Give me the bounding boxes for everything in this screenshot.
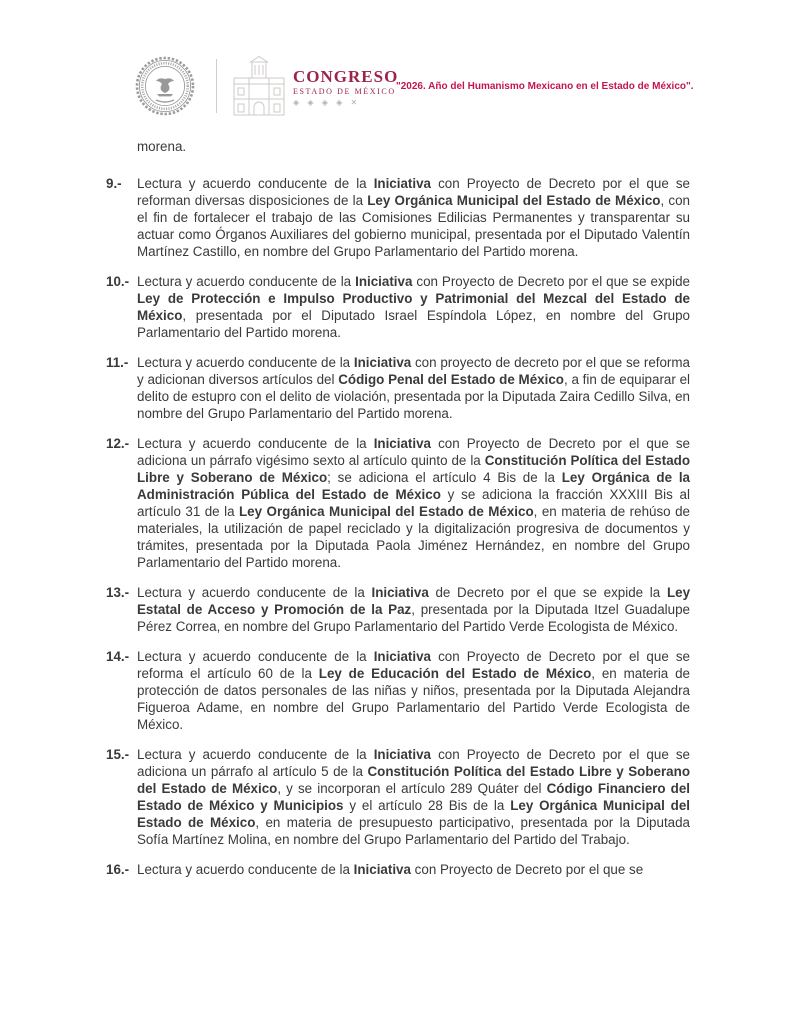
item-text: Lectura y acuerdo conducente de la Iniciativa con Proyecto de Decreto por el que se reforma el artículo 60 de la Ley de Educación del Estado de México, en materia de protección de datos personales de las niñas y niños, presentada por la Diputada Alejandra Figueroa Adame, en nombre del Grupo Parlamentario del Partido Verde Ecologista de México. — [137, 649, 690, 732]
item-number: 11.- — [106, 355, 129, 370]
agenda-items — [106, 175, 690, 878]
item-text: Lectura y acuerdo conducente de la Iniciativa con Proyecto de Decreto por el que se reforman diversas disposiciones de la Ley Orgánica Municipal del Estado de México, con el fin de fortalecer el trabajo de las Comisiones Edilicias Permanentes y transparentar su actuar como Órganos Auxiliares del gobierno municipal, presentada por el Diputado Valentín Martínez Castillo, en nombre del Grupo Parlamentario del Partido morena. — [137, 176, 690, 259]
item-text: Lectura y acuerdo conducente de la Iniciativa con Proyecto de Decreto por el que se expide Ley de Protección e Impulso Productivo y Patrimonial del Mezcal del Estado de México, presentada por el Diputado Israel Espíndola López, en nombre del Grupo Parlamentario del Partido morena. — [137, 274, 690, 340]
item-number: 10.- — [106, 274, 130, 289]
agenda-item — [106, 175, 690, 260]
item-text: Lectura y acuerdo conducente de la Iniciativa con Proyecto de Decreto por el que se — [137, 862, 644, 877]
item-number: 16.- — [106, 862, 130, 877]
brand-name: CONGRESO — [293, 66, 399, 86]
item-text: Lectura y acuerdo conducente de la Iniciativa con Proyecto de Decreto por el que se adiciona un párrafo al artículo 5 de la Constitución Política del Estado Libre y Soberano del Estado de México, y se incorporan el artículo 289 Quáter del Código Financiero del Estado de México y Municipios y el artículo 28 Bis de la Ley Orgánica Municipal del Estado de México, en materia de presupuesto participativo, presentada por la Diputada Sofía Martínez Molina, en nombre del Grupo Parlamentario del Partido del Trabajo. — [137, 747, 691, 847]
agenda-item — [106, 861, 690, 878]
agenda-content — [106, 138, 690, 891]
agenda-item — [106, 273, 690, 341]
item-number: 9.- — [106, 176, 122, 191]
congress-building-icon — [227, 55, 291, 117]
agenda-item — [106, 584, 690, 635]
item-text: Lectura y acuerdo conducente de la Iniciativa con Proyecto de Decreto por el que se adiciona un párrafo vigésimo sexto al artículo quinto de la Constitución Política del Estado Libre y Soberano de México; se adiciona el artículo 4 Bis de la Ley Orgánica de la Administración Pública del Estado de México y se adiciona la fracción XXXIII Bis al artículo 31 de la Ley Orgánica Municipal del Estado de México, en materia de rehúso de materiales, la utilización de papel reciclado y la digitalización progresiva de documentos y trámites, presentada por la Diputada Paola Jiménez Hernández, en nombre del Grupo Parlamentario del Partido morena. — [137, 436, 690, 570]
year-slogan: "2026. Año del Humanismo Mexicano en el Estado de México". — [396, 81, 694, 92]
agenda-item — [106, 746, 690, 848]
brand-subtitle: ESTADO DE MÉXICO — [293, 86, 396, 96]
legislature-seal-icon — [134, 55, 196, 117]
header — [0, 0, 791, 125]
item-number: 13.- — [106, 585, 130, 600]
paragraph-continuation: morena. — [137, 139, 187, 154]
brand-block — [293, 66, 398, 107]
congress-logo — [134, 55, 398, 117]
agenda-item — [106, 435, 690, 571]
agenda-item — [106, 648, 690, 733]
item-number: 15.- — [106, 747, 130, 762]
item-number: 12.- — [106, 436, 130, 451]
brand-ornament-icons: ◈ ◈ ◈ ◈ ✕ — [293, 97, 361, 107]
agenda-item — [106, 354, 690, 422]
item-text: Lectura y acuerdo conducente de la Iniciativa de Decreto por el que se expide la Ley Estatal de Acceso y Promoción de la Paz, presentada por la Diputada Itzel Guadalupe Pérez Correa, en nombre del Grupo Parlamentario del Partido Verde Ecologista de México. — [137, 585, 691, 634]
item-number: 14.- — [106, 649, 130, 664]
item-text: Lectura y acuerdo conducente de la Iniciativa con proyecto de decreto por el que se reforma y adicionan diversos artículos del Código Penal del Estado de México, a fin de equiparar el delito de estupro con el delito de violación, presentada por la Diputada Zaira Cedillo Silva, en nombre del Grupo Parlamentario del Partido morena. — [137, 355, 691, 421]
header-divider — [216, 59, 217, 113]
